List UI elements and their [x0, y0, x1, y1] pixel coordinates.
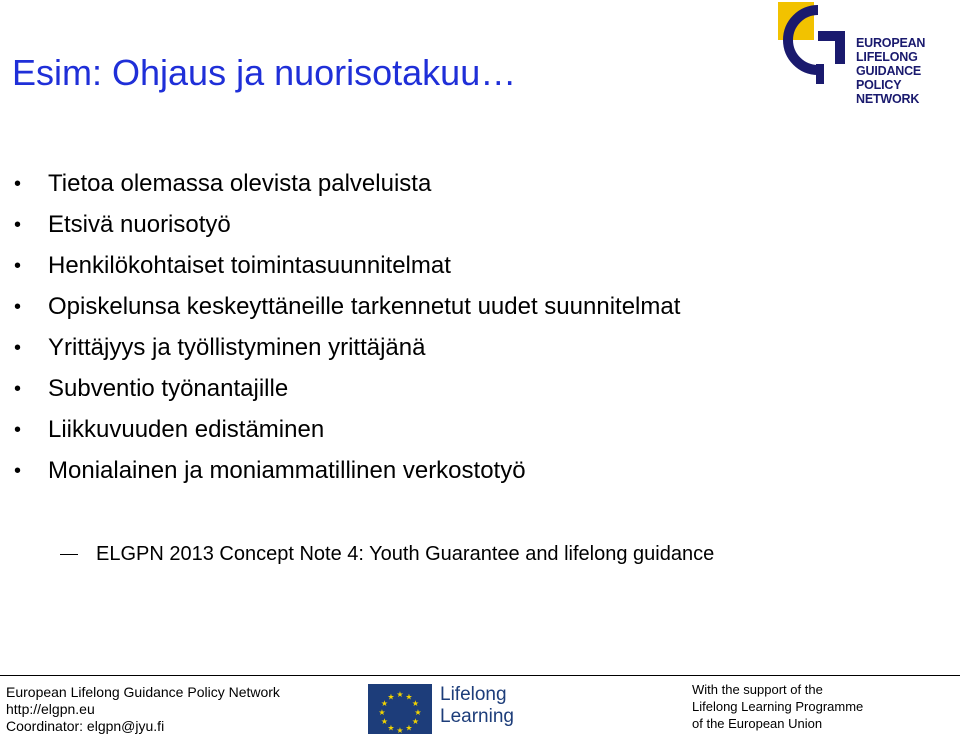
bullet-item	[0, 205, 680, 246]
bullet-item	[0, 328, 680, 369]
lifelong-learning-logo	[368, 684, 538, 736]
bullet-list	[0, 164, 680, 492]
bullet-item	[0, 451, 680, 492]
ll-line-2: Learning	[440, 706, 514, 727]
bullet-dot: •	[14, 214, 22, 236]
svg-text:★: ★	[414, 708, 422, 717]
footer-left	[6, 684, 280, 735]
bullet-dot: •	[14, 173, 22, 195]
support-line-2: Lifelong Learning Programme	[692, 699, 864, 714]
bullet-text: Henkilökohtaiset toimintasuunnitelmat	[48, 252, 451, 279]
bullet-item	[0, 246, 680, 287]
elgpn-logo	[778, 2, 958, 106]
svg-text:★: ★	[380, 717, 389, 726]
bullet-text: Tietoa olemassa olevista palveluista	[48, 170, 432, 197]
support-line-1: With the support of the	[692, 682, 823, 697]
bullet-text: Etsivä nuorisotyö	[48, 211, 231, 238]
svg-text:★: ★	[411, 717, 420, 726]
bullet-text: Monialainen ja moniammatillinen verkostotyö	[48, 457, 526, 484]
footer-coordinator: Coordinator: elgpn@jyu.fi	[6, 718, 165, 734]
svg-text:★: ★	[387, 692, 395, 702]
bullet-dot: •	[14, 460, 22, 482]
bullet-text: Yrittäjyys ja työllistyminen yrittäjänä	[48, 334, 426, 361]
svg-text:★: ★	[411, 699, 420, 708]
svg-text:★: ★	[396, 690, 404, 699]
bullet-dot: •	[14, 337, 22, 359]
logo-line-2: GUIDANCE POLICY	[856, 64, 922, 92]
svg-text:★: ★	[396, 726, 404, 735]
svg-text:★: ★	[405, 723, 413, 733]
dash-marker	[60, 554, 78, 555]
bullet-dot: •	[14, 255, 22, 277]
elgpn-logo-text	[856, 36, 958, 106]
footer-url-link[interactable]: http://elgpn.eu	[6, 701, 95, 717]
logo-line-3: NETWORK	[856, 92, 920, 106]
bullet-item	[0, 164, 680, 205]
bullet-text: Opiskelunsa keskeyttäneille tarkennetut uudet suunnitelmat	[48, 293, 681, 320]
bullet-dot: •	[14, 378, 22, 400]
slide-title: Esim: Ohjaus ja nuorisotakuu…	[12, 52, 517, 93]
bullet-item	[0, 369, 680, 410]
elgpn-logo-icon	[778, 2, 858, 86]
bullet-text: Liikkuvuuden edistäminen	[48, 416, 325, 443]
logo-line-1: EUROPEAN LIFELONG	[856, 36, 926, 64]
footer-divider	[0, 675, 960, 676]
bullet-dot: •	[14, 419, 22, 441]
footer-org: European Lifelong Guidance Policy Network	[6, 684, 280, 700]
svg-text:★: ★	[405, 692, 413, 702]
bullet-item	[0, 287, 680, 328]
footer-right	[692, 681, 863, 732]
bullet-item	[0, 410, 680, 451]
svg-text:★: ★	[380, 699, 389, 708]
lifelong-learning-text	[440, 684, 514, 728]
sub-item	[60, 543, 714, 566]
ll-line-1: Lifelong	[440, 684, 507, 705]
svg-text:★: ★	[378, 708, 386, 717]
bullet-dot: •	[14, 296, 22, 318]
svg-text:★: ★	[387, 723, 395, 733]
eu-flag-icon	[368, 684, 432, 736]
sub-item-text: ELGPN 2013 Concept Note 4: Youth Guarantee and lifelong guidance	[96, 543, 715, 565]
bullet-text: Subventio työnantajille	[48, 375, 289, 402]
support-line-3: of the European Union	[692, 716, 823, 731]
